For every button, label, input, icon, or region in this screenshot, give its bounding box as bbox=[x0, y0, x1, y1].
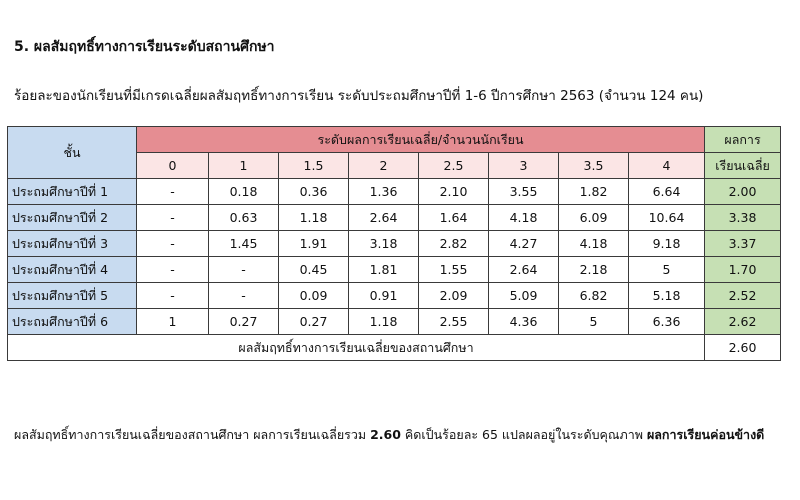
value-cell: - bbox=[209, 283, 279, 309]
value-cell: 1.18 bbox=[349, 309, 419, 335]
table-row bbox=[8, 283, 781, 309]
summary-lead: ผลสัมฤทธิ์ทางการเรียนเฉลี่ยของสถานศึกษา ผลการเรียนเฉลี่ยรวม bbox=[14, 427, 371, 442]
school-average-label: ผลสัมฤทธิ์ทางการเรียนเฉลี่ยของสถานศึกษา bbox=[8, 335, 705, 361]
table-row bbox=[8, 231, 781, 257]
value-cell: 6.09 bbox=[559, 205, 629, 231]
average-cell: 3.38 bbox=[705, 205, 781, 231]
level-header-6: 3.5 bbox=[559, 153, 629, 179]
value-cell: 2.10 bbox=[419, 179, 489, 205]
grade-cell: ประถมศึกษาปีที่ 5 bbox=[8, 283, 137, 309]
school-average-value: 2.60 bbox=[705, 335, 781, 361]
value-cell: 1.64 bbox=[419, 205, 489, 231]
value-cell: - bbox=[209, 257, 279, 283]
average-header-line2: เรียนเฉลี่ย bbox=[705, 153, 781, 179]
value-cell: 0.09 bbox=[279, 283, 349, 309]
table-body bbox=[8, 179, 781, 335]
grade-cell: ประถมศึกษาปีที่ 3 bbox=[8, 231, 137, 257]
level-group-header: ระดับผลการเรียนเฉลี่ย/จำนวนนักเรียน bbox=[137, 127, 705, 153]
value-cell: 2.64 bbox=[489, 257, 559, 283]
value-cell: 4.27 bbox=[489, 231, 559, 257]
value-cell: - bbox=[137, 257, 209, 283]
value-cell: 1.55 bbox=[419, 257, 489, 283]
value-cell: 0.45 bbox=[279, 257, 349, 283]
grade-cell: ประถมศึกษาปีที่ 6 bbox=[8, 309, 137, 335]
value-cell: - bbox=[137, 231, 209, 257]
value-cell: 0.63 bbox=[209, 205, 279, 231]
level-header-2: 1.5 bbox=[279, 153, 349, 179]
table-row bbox=[8, 179, 781, 205]
value-cell: 0.27 bbox=[279, 309, 349, 335]
average-cell: 2.62 bbox=[705, 309, 781, 335]
level-header-1: 1 bbox=[209, 153, 279, 179]
value-cell: 1.91 bbox=[279, 231, 349, 257]
value-cell: 9.18 bbox=[629, 231, 705, 257]
value-cell: - bbox=[137, 205, 209, 231]
value-cell: 6.82 bbox=[559, 283, 629, 309]
value-cell: 5 bbox=[629, 257, 705, 283]
value-cell: 6.64 bbox=[629, 179, 705, 205]
value-cell: 1.82 bbox=[559, 179, 629, 205]
value-cell: 5.09 bbox=[489, 283, 559, 309]
value-cell: 4.18 bbox=[559, 231, 629, 257]
value-cell: 4.36 bbox=[489, 309, 559, 335]
value-cell: 3.55 bbox=[489, 179, 559, 205]
value-cell: 1.36 bbox=[349, 179, 419, 205]
footer-row bbox=[8, 335, 781, 361]
average-cell: 2.52 bbox=[705, 283, 781, 309]
value-cell: 1.18 bbox=[279, 205, 349, 231]
summary-quality: ผลการเรียนค่อนข้างดี bbox=[646, 427, 765, 442]
grade-header: ชั้น bbox=[8, 127, 137, 179]
value-cell: 4.18 bbox=[489, 205, 559, 231]
table-row bbox=[8, 257, 781, 283]
table-row bbox=[8, 205, 781, 231]
value-cell: 1.45 bbox=[209, 231, 279, 257]
table-header-row bbox=[8, 127, 781, 153]
table-row bbox=[8, 309, 781, 335]
level-header-7: 4 bbox=[629, 153, 705, 179]
value-cell: 2.18 bbox=[559, 257, 629, 283]
average-cell: 3.37 bbox=[705, 231, 781, 257]
value-cell: 10.64 bbox=[629, 205, 705, 231]
table-caption: ร้อยละของนักเรียนที่มีเกรดเฉลี่ยผลสัมฤทธิ์ทางการเรียน ระดับประถมศึกษาปีที่ 1-6 ปีการศึกษา 2563 (จำนวน 124 คน) bbox=[14, 88, 704, 104]
level-header-5: 3 bbox=[489, 153, 559, 179]
level-header-0: 0 bbox=[137, 153, 209, 179]
value-cell: - bbox=[137, 179, 209, 205]
grade-cell: ประถมศึกษาปีที่ 4 bbox=[8, 257, 137, 283]
value-cell: 1 bbox=[137, 309, 209, 335]
average-cell: 1.70 bbox=[705, 257, 781, 283]
summary-average: 2.60 bbox=[370, 427, 401, 442]
value-cell: 2.09 bbox=[419, 283, 489, 309]
value-cell: 0.18 bbox=[209, 179, 279, 205]
results-table bbox=[7, 126, 781, 361]
value-cell: 6.36 bbox=[629, 309, 705, 335]
average-cell: 2.00 bbox=[705, 179, 781, 205]
value-cell: 5.18 bbox=[629, 283, 705, 309]
average-header-line1: ผลการ bbox=[705, 127, 781, 153]
value-cell: 0.36 bbox=[279, 179, 349, 205]
level-header-3: 2 bbox=[349, 153, 419, 179]
summary-middle: คิดเป็นร้อยละ 65 แปลผลอยู่ในระดับคุณภาพ bbox=[400, 427, 647, 442]
value-cell: - bbox=[137, 283, 209, 309]
value-cell: 2.64 bbox=[349, 205, 419, 231]
value-cell: 0.27 bbox=[209, 309, 279, 335]
value-cell: 0.91 bbox=[349, 283, 419, 309]
section-heading: 5. ผลสัมฤทธิ์ทางการเรียนระดับสถานศึกษา bbox=[14, 39, 275, 55]
value-cell: 2.82 bbox=[419, 231, 489, 257]
summary-text bbox=[14, 425, 764, 445]
value-cell: 3.18 bbox=[349, 231, 419, 257]
value-cell: 1.81 bbox=[349, 257, 419, 283]
grade-cell: ประถมศึกษาปีที่ 1 bbox=[8, 179, 137, 205]
value-cell: 5 bbox=[559, 309, 629, 335]
value-cell: 2.55 bbox=[419, 309, 489, 335]
level-header-4: 2.5 bbox=[419, 153, 489, 179]
grade-cell: ประถมศึกษาปีที่ 2 bbox=[8, 205, 137, 231]
